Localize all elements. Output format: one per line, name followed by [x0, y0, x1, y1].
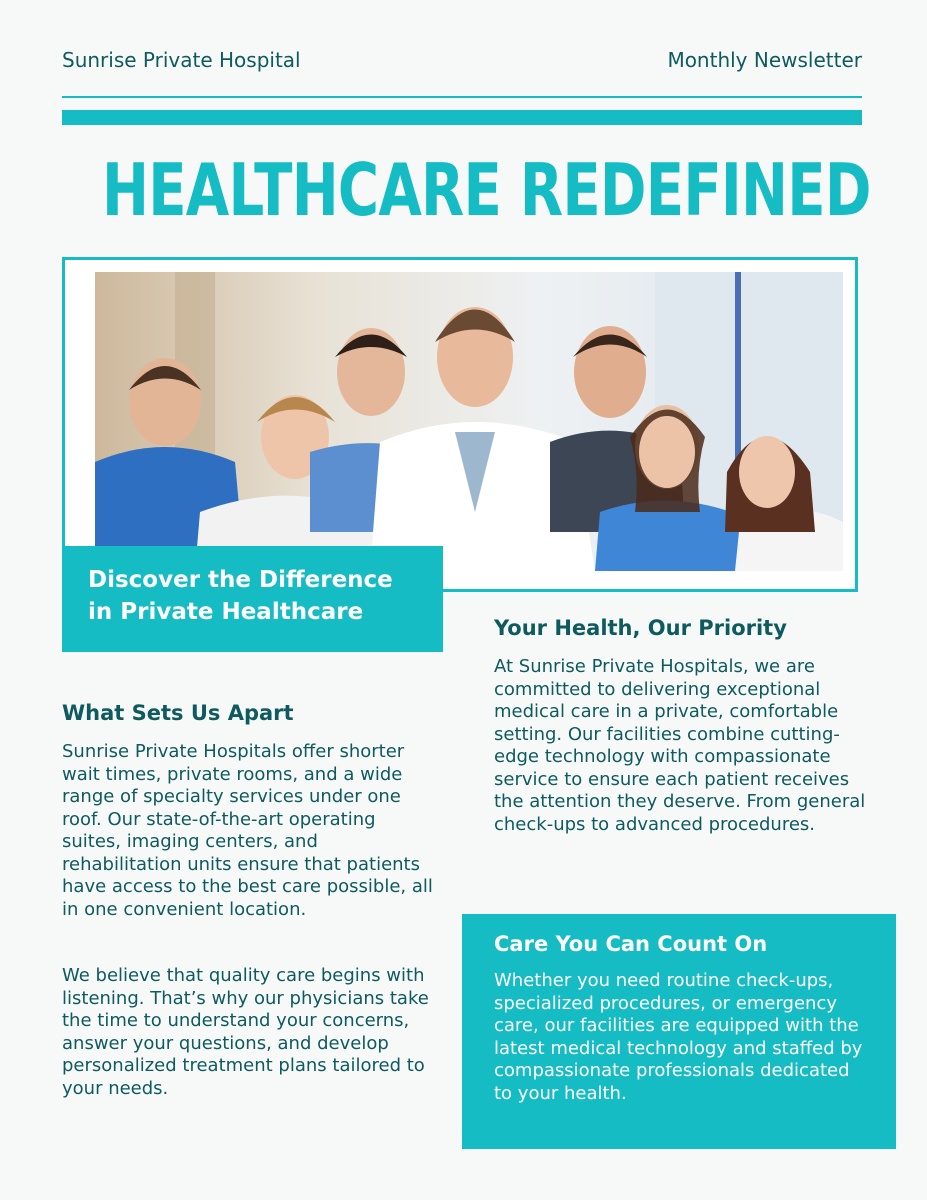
hero-callout: Discover the Difference in Private Healthcare: [62, 546, 443, 652]
page-title: HEALTHCARE REDEFINED: [101, 148, 871, 232]
care-highlight-box: [462, 914, 896, 1149]
hospital-name: Sunrise Private Hospital: [62, 48, 301, 72]
apart-heading: What Sets Us Apart: [62, 701, 294, 725]
priority-paragraph: At Sunrise Private Hospitals, we are committed to delivering exceptional medical care in a private, comfortable setting. Our facilities combine cutting-edge technology with compassionate service to ensure each patient receives the attention they deserve. From general check-ups to advanced procedures.: [494, 656, 866, 835]
priority-heading: Your Health, Our Priority: [494, 616, 787, 640]
care-paragraph: Whether you need routine check-ups, specialized procedures, or emergency care, our facilities are equipped with the latest medical technology and staffed by compassionate professionals dedicated to your health.: [494, 970, 863, 1104]
header-divider-thick: [62, 110, 862, 125]
newsletter-label: Monthly Newsletter: [667, 48, 862, 72]
team-of-doctors-photo: [95, 272, 843, 571]
care-heading: Care You Can Count On: [494, 932, 768, 956]
apart-paragraph-2: We believe that quality care begins with listening. That’s why our physicians take the time to understand your concerns, answer your questions, and develop personalized treatment plans tailored to your needs.: [62, 965, 429, 1099]
header-divider-thin: [62, 96, 862, 98]
apart-paragraph-1: Sunrise Private Hospitals offer shorter wait times, private rooms, and a wide range of specialty services under one roof. Our state-of-the-art operating suites, imaging centers, and rehabilitation units ensure that patients have access to the best care possible, all in one convenient location.: [62, 741, 433, 920]
